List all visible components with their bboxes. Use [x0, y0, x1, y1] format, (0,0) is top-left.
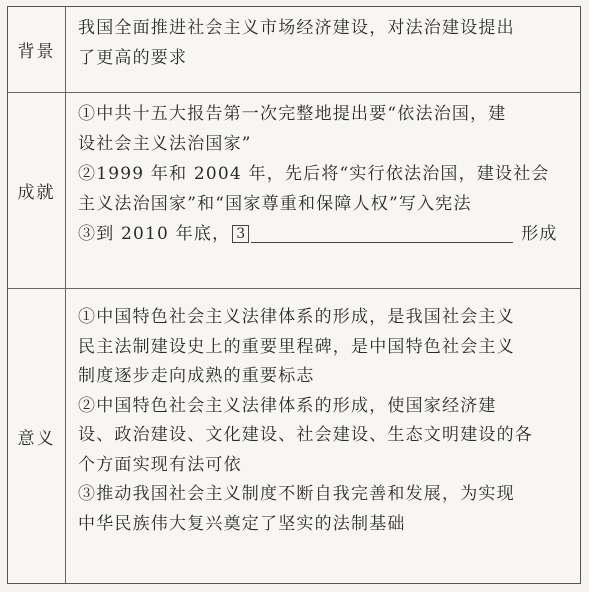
row-content-background — [66, 7, 580, 93]
text-line: 了更高的要求 — [78, 48, 188, 68]
fill-in-line — [78, 219, 570, 249]
text-line: 设、政治建设、文化建设、社会建设、生态文明建设的各 — [78, 425, 533, 445]
row-content-achievement — [66, 93, 580, 289]
text-line: 中华民族伟大复兴奠定了坚实的法制基础 — [78, 513, 406, 534]
row-label-achievement: 成就 — [17, 183, 56, 203]
text-line: 主义法治国家”和“国家尊重和保障人权”写入宪法 — [78, 194, 472, 214]
text-line: ③推动我国社会主义制度不断自我完善和发展，为实现 — [78, 484, 515, 504]
text-line: ①中共十五大报告第一次完整地提出要“依法治国，建 — [78, 104, 507, 124]
text-line: ②1999 年和 2004 年，先后将“实行依法治国，建设社会 — [78, 164, 550, 184]
blank-number-box: 3 — [232, 225, 249, 243]
text-line: 制度逐步走向成熟的重要标志 — [78, 366, 315, 386]
fill-in-prefix: ③到 2010 年底， — [78, 224, 231, 244]
row-label-significance: 意义 — [17, 428, 56, 449]
row-header-background — [8, 7, 66, 93]
knowledge-table — [7, 6, 581, 584]
text-line: ②中国特色社会主义法律体系的形成，使国家经济建 — [78, 395, 497, 416]
row-header-achievement — [8, 93, 66, 289]
text-line: 民主法制建设史上的重要里程碑，是中国特色社会主义 — [78, 336, 515, 357]
answer-blank[interactable] — [251, 241, 513, 243]
text-line: 设社会主义法治国家” — [78, 134, 252, 154]
row-header-significance — [8, 289, 66, 583]
text-line: 个方面实现有法可依 — [78, 454, 242, 475]
row-label-background: 背景 — [17, 42, 56, 62]
row-content-significance — [66, 289, 580, 583]
fill-in-suffix: 形成 — [521, 224, 558, 244]
text-line: ①中国特色社会主义法律体系的形成，是我国社会主义 — [78, 307, 515, 327]
text-line: 我国全面推进社会主义市场经济建设，对法治建设提出 — [78, 18, 515, 38]
